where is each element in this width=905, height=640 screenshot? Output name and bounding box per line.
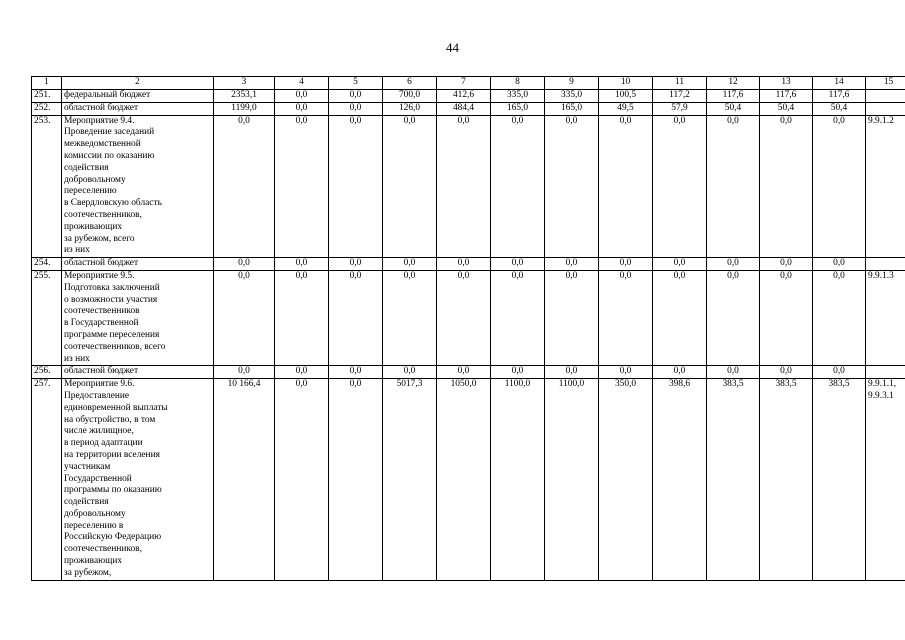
value-cell: 0,0 (813, 115, 866, 258)
value-cell: 1100,0 (491, 379, 545, 581)
value-cell: 0,0 (383, 115, 437, 258)
value-cell: 0,0 (760, 115, 813, 258)
value-cell: 412,6 (437, 90, 491, 103)
value-cell: 0,0 (653, 258, 707, 271)
value-cell: 165,0 (491, 102, 545, 115)
column-header: 12 (707, 77, 760, 90)
value-cell: 0,0 (329, 379, 383, 581)
column-header: 2 (62, 77, 214, 90)
value-cell: 350,0 (599, 379, 653, 581)
value-cell: 0,0 (599, 366, 653, 379)
value-cell: 0,0 (214, 115, 275, 258)
value-cell: 1050,0 (437, 379, 491, 581)
value-cell: 0,0 (707, 258, 760, 271)
value-cell: 0,0 (329, 258, 383, 271)
value-cell: 383,5 (813, 379, 866, 581)
value-cell: 0,0 (653, 115, 707, 258)
value-cell: 0,0 (599, 115, 653, 258)
value-cell: 0,0 (599, 270, 653, 365)
value-cell: 0,0 (707, 270, 760, 365)
value-cell: 100,5 (599, 90, 653, 103)
value-cell: 0,0 (329, 90, 383, 103)
value-cell: 335,0 (491, 90, 545, 103)
row-number-cell: 255. (32, 270, 62, 365)
value-cell: 0,0 (214, 270, 275, 365)
table-row (32, 366, 905, 379)
value-cell: 0,0 (545, 258, 599, 271)
value-cell: 0,0 (275, 102, 329, 115)
target-ref-cell: 9.9.1.1, 9.9.3.1 (866, 379, 905, 581)
value-cell: 0,0 (760, 270, 813, 365)
row-name-cell: Мероприятие 9.5. Подготовка заключений о возможности участия соотечественников в Государственной программе переселения соотечественников, всего из них (62, 270, 214, 365)
column-header: 4 (275, 77, 329, 90)
table-body (32, 77, 905, 581)
budget-table (31, 76, 905, 581)
value-cell: 0,0 (329, 366, 383, 379)
value-cell: 50,4 (760, 102, 813, 115)
value-cell: 0,0 (599, 258, 653, 271)
value-cell: 0,0 (545, 270, 599, 365)
value-cell: 50,4 (813, 102, 866, 115)
target-ref-cell (866, 258, 905, 271)
column-header: 14 (813, 77, 866, 90)
table-row (32, 258, 905, 271)
column-header: 5 (329, 77, 383, 90)
value-cell: 0,0 (437, 115, 491, 258)
row-name-cell: областной бюджет (62, 258, 214, 271)
value-cell: 0,0 (329, 115, 383, 258)
value-cell: 0,0 (437, 270, 491, 365)
value-cell: 0,0 (707, 115, 760, 258)
value-cell: 117,6 (813, 90, 866, 103)
value-cell: 0,0 (813, 366, 866, 379)
row-name-cell: областной бюджет (62, 366, 214, 379)
value-cell: 0,0 (545, 366, 599, 379)
value-cell: 0,0 (707, 366, 760, 379)
table-row (32, 270, 905, 365)
column-number-row (32, 77, 905, 90)
table-row (32, 379, 905, 581)
value-cell: 0,0 (275, 379, 329, 581)
value-cell: 0,0 (275, 90, 329, 103)
value-cell: 0,0 (275, 270, 329, 365)
value-cell: 0,0 (383, 270, 437, 365)
value-cell: 0,0 (214, 366, 275, 379)
value-cell: 700,0 (383, 90, 437, 103)
target-ref-cell: 9.9.1.3 (866, 270, 905, 365)
value-cell: 484,4 (437, 102, 491, 115)
table-row (32, 102, 905, 115)
column-header: 15 (866, 77, 905, 90)
page-number: 44 (446, 40, 459, 55)
value-cell: 0,0 (760, 366, 813, 379)
value-cell: 398,6 (653, 379, 707, 581)
value-cell: 0,0 (437, 258, 491, 271)
value-cell: 0,0 (275, 258, 329, 271)
value-cell: 2353,1 (214, 90, 275, 103)
table-row (32, 115, 905, 258)
target-ref-cell: 9.9.1.2 (866, 115, 905, 258)
value-cell: 383,5 (707, 379, 760, 581)
value-cell: 0,0 (491, 258, 545, 271)
value-cell: 1199,0 (214, 102, 275, 115)
value-cell: 0,0 (653, 270, 707, 365)
row-number-cell: 256. (32, 366, 62, 379)
value-cell: 0,0 (653, 366, 707, 379)
target-ref-cell (866, 90, 905, 103)
value-cell: 0,0 (329, 270, 383, 365)
value-cell: 10 166,4 (214, 379, 275, 581)
value-cell: 126,0 (383, 102, 437, 115)
value-cell: 0,0 (491, 270, 545, 365)
value-cell: 0,0 (383, 258, 437, 271)
value-cell: 50,4 (707, 102, 760, 115)
value-cell: 49,5 (599, 102, 653, 115)
value-cell: 0,0 (214, 258, 275, 271)
value-cell: 383,5 (760, 379, 813, 581)
row-number-cell: 252. (32, 102, 62, 115)
row-number-cell: 257. (32, 379, 62, 581)
target-ref-cell (866, 102, 905, 115)
column-header: 8 (491, 77, 545, 90)
value-cell: 0,0 (329, 102, 383, 115)
value-cell: 1100,0 (545, 379, 599, 581)
target-ref-cell (866, 366, 905, 379)
value-cell: 0,0 (275, 115, 329, 258)
column-header: 3 (214, 77, 275, 90)
value-cell: 117,6 (707, 90, 760, 103)
value-cell: 165,0 (545, 102, 599, 115)
row-number-cell: 253. (32, 115, 62, 258)
column-header: 9 (545, 77, 599, 90)
value-cell: 117,6 (760, 90, 813, 103)
column-header: 13 (760, 77, 813, 90)
value-cell: 117,2 (653, 90, 707, 103)
value-cell: 0,0 (275, 366, 329, 379)
row-name-cell: федеральный бюджет (62, 90, 214, 103)
row-number-cell: 251. (32, 90, 62, 103)
row-name-cell: Мероприятие 9.6. Предоставление единовременной выплаты на обустройство, в том числе жилищное, в период адаптации на территории вселения участникам Государственной программы по оказанию содействия добровольному переселению в Российскую Федерацию соотечественников, проживающих за рубежом, (62, 379, 214, 581)
row-name-cell: областной бюджет (62, 102, 214, 115)
column-header: 11 (653, 77, 707, 90)
value-cell: 0,0 (383, 366, 437, 379)
value-cell: 0,0 (813, 270, 866, 365)
value-cell: 0,0 (813, 258, 866, 271)
value-cell: 0,0 (437, 366, 491, 379)
value-cell: 0,0 (545, 115, 599, 258)
value-cell: 0,0 (491, 115, 545, 258)
table-row (32, 90, 905, 103)
value-cell: 335,0 (545, 90, 599, 103)
value-cell: 0,0 (760, 258, 813, 271)
value-cell: 5017,3 (383, 379, 437, 581)
value-cell: 57,9 (653, 102, 707, 115)
value-cell: 0,0 (491, 366, 545, 379)
row-number-cell: 254. (32, 258, 62, 271)
row-name-cell: Мероприятие 9.4. Проведение заседаний межведомственной комиссии по оказанию содействия добровольному переселению в Свердловскую область соотечественников, проживающих за рубежом, всего из них (62, 115, 214, 258)
column-header: 7 (437, 77, 491, 90)
column-header: 10 (599, 77, 653, 90)
column-header: 1 (32, 77, 62, 90)
column-header: 6 (383, 77, 437, 90)
